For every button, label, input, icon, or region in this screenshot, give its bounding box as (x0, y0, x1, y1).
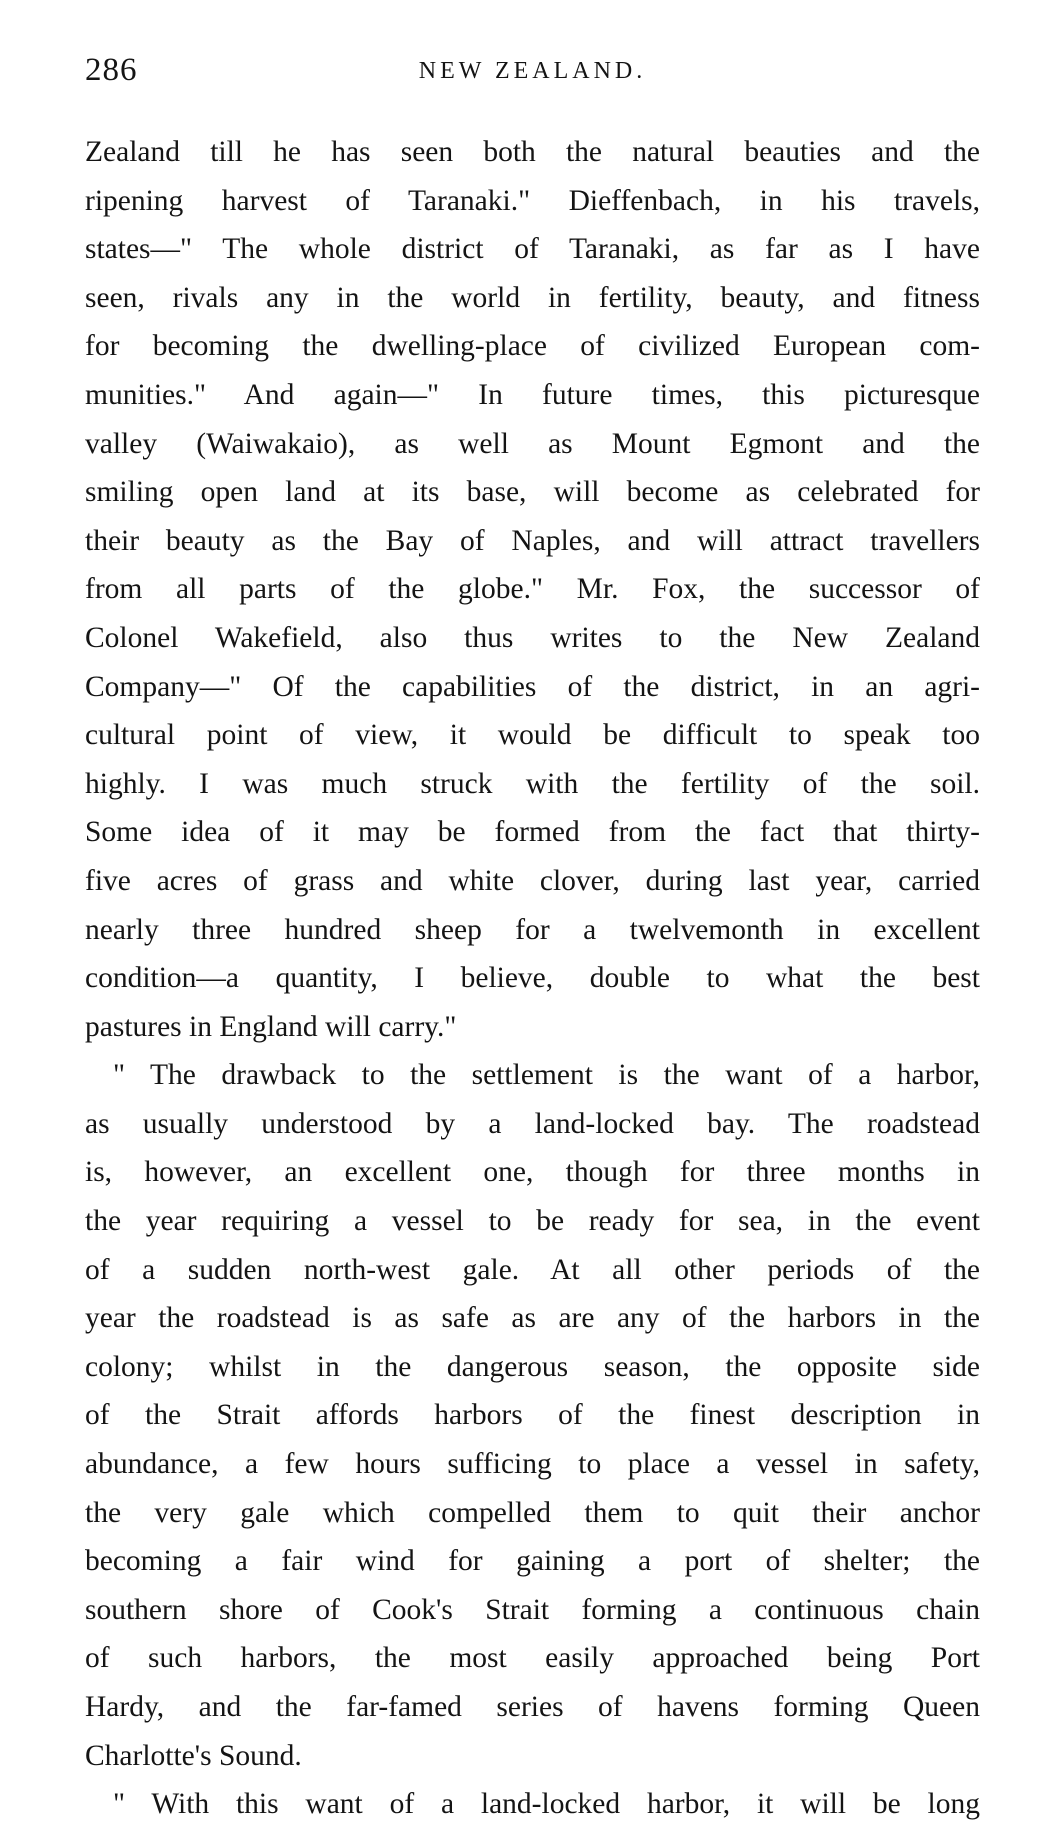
text-line: abundance, a few hours sufficing to place a vessel in safety, (85, 1448, 980, 1481)
text-line: for becoming the dwelling-place of civilized European com- (85, 330, 980, 363)
text-line: munities." And again—" In future times, this picturesque (85, 378, 980, 411)
text-line: southern shore of Cook's Strait forming a continuous chain (85, 1593, 980, 1626)
text-line: " The drawback to the settlement is the want of a harbor, (113, 1059, 980, 1092)
text-line: of a sudden north-west gale. At all other periods of the (85, 1253, 980, 1286)
text-line: Zealand till he has seen both the natural beauties and the (85, 136, 980, 168)
text-line: of such harbors, the most easily approached being Port (85, 1642, 980, 1675)
body-text (85, 128, 980, 1829)
running-title: NEW ZEALAND. (418, 58, 647, 84)
text-line: becoming a fair wind for gaining a port of shelter; the (85, 1545, 980, 1578)
text-line: seen, rivals any in the world in fertility, beauty, and fitness (85, 281, 980, 314)
text-line: Charlotte's Sound. (85, 1739, 302, 1772)
text-line: Hardy, and the far-famed series of havens forming Queen (85, 1691, 980, 1723)
text-line: highly. I was much struck with the fertility of the soil. (85, 767, 980, 800)
text-line: cultural point of view, it would be difficult to speak too (85, 719, 980, 752)
text-line: " With this want of a land-locked harbor, it will be long (113, 1788, 980, 1821)
text-line: the very gale which compelled them to quit their anchor (85, 1496, 980, 1529)
text-line: five acres of grass and white clover, during last year, carried (85, 864, 980, 897)
text-line: Some idea of it may be formed from the fact that thirty- (85, 816, 980, 849)
text-line: smiling open land at its base, will become as celebrated for (85, 476, 980, 509)
text-line: pastures in England will carry." (85, 1010, 457, 1043)
text-line: year the roadstead is as safe as are any of the harbors in the (85, 1302, 980, 1335)
text-line: states—" The whole district of Taranaki, as far as I have (85, 233, 980, 266)
text-line: condition—a quantity, I believe, double to what the best (85, 962, 980, 995)
text-line: colony; whilst in the dangerous season, the opposite side (85, 1350, 980, 1383)
text-line: is, however, an excellent one, though for three months in (85, 1156, 980, 1189)
page-number: 286 (85, 52, 138, 88)
page-header (85, 52, 980, 92)
text-line: from all parts of the globe." Mr. Fox, the successor of (85, 573, 980, 606)
text-line: ripening harvest of Taranaki." Dieffenbach, in his travels, (85, 184, 980, 217)
text-line: valley (Waiwakaio), as well as Mount Egmont and the (85, 427, 980, 460)
text-line: nearly three hundred sheep for a twelvemonth in excellent (85, 913, 980, 946)
text-line: their beauty as the Bay of Naples, and will attract travellers (85, 524, 980, 557)
text-line: as usually understood by a land-locked bay. The roadstead (85, 1107, 980, 1140)
text-line: of the Strait affords harbors of the finest description in (85, 1399, 980, 1432)
text-line: Colonel Wakefield, also thus writes to the New Zealand (85, 621, 980, 654)
text-line: the year requiring a vessel to be ready for sea, in the event (85, 1205, 980, 1238)
text-line: Company—" Of the capabilities of the district, in an agri- (85, 670, 980, 703)
